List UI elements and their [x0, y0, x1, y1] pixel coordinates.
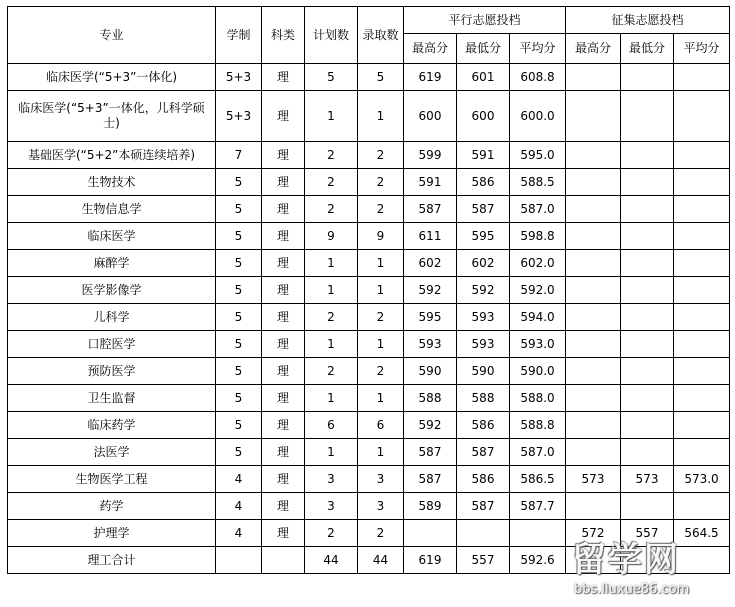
cell-category: 理	[262, 493, 305, 520]
header-parallel-min: 最低分	[457, 34, 510, 64]
cell-years: 5	[216, 358, 262, 385]
cell-category: 理	[262, 64, 305, 91]
cell-parallel-avg: 587.7	[510, 493, 566, 520]
cell-admitted: 1	[358, 385, 404, 412]
header-admitted: 录取数	[358, 7, 404, 64]
cell-admitted: 9	[358, 223, 404, 250]
header-parallel-avg: 平均分	[510, 34, 566, 64]
cell-collect-max	[566, 547, 621, 574]
cell-collect-max	[566, 91, 621, 142]
cell-plan: 2	[305, 358, 358, 385]
cell-parallel-avg: 587.0	[510, 439, 566, 466]
table-row	[8, 196, 730, 223]
cell-parallel-max: 592	[404, 277, 457, 304]
cell-parallel-min: 588	[457, 385, 510, 412]
cell-major: 生物信息学	[8, 196, 216, 223]
cell-category: 理	[262, 385, 305, 412]
cell-category: 理	[262, 169, 305, 196]
cell-collect-avg	[674, 412, 730, 439]
cell-years: 5	[216, 250, 262, 277]
cell-major: 医学影像学	[8, 277, 216, 304]
table-row	[8, 304, 730, 331]
cell-collect-min	[621, 142, 674, 169]
cell-collect-avg	[674, 142, 730, 169]
cell-admitted: 44	[358, 547, 404, 574]
cell-collect-max	[566, 250, 621, 277]
cell-plan: 3	[305, 493, 358, 520]
cell-major: 护理学	[8, 520, 216, 547]
cell-category	[262, 547, 305, 574]
cell-collect-max	[566, 142, 621, 169]
cell-years: 5	[216, 196, 262, 223]
cell-major: 药学	[8, 493, 216, 520]
cell-parallel-avg: 586.5	[510, 466, 566, 493]
cell-admitted: 3	[358, 493, 404, 520]
cell-category: 理	[262, 466, 305, 493]
cell-plan: 1	[305, 277, 358, 304]
cell-collect-max	[566, 196, 621, 223]
cell-collect-avg	[674, 91, 730, 142]
cell-category: 理	[262, 223, 305, 250]
header-collect-group: 征集志愿投档	[566, 7, 730, 34]
cell-category: 理	[262, 142, 305, 169]
header-collect-avg: 平均分	[674, 34, 730, 64]
cell-collect-avg: 573.0	[674, 466, 730, 493]
cell-years: 5	[216, 277, 262, 304]
cell-collect-max	[566, 412, 621, 439]
cell-parallel-min: 590	[457, 358, 510, 385]
cell-parallel-min: 593	[457, 304, 510, 331]
cell-parallel-max: 602	[404, 250, 457, 277]
cell-collect-avg	[674, 304, 730, 331]
cell-major: 儿科学	[8, 304, 216, 331]
cell-parallel-max	[404, 520, 457, 547]
cell-plan: 2	[305, 520, 358, 547]
cell-admitted: 2	[358, 358, 404, 385]
watermark-brand: 留学网	[572, 540, 680, 580]
cell-collect-max	[566, 493, 621, 520]
cell-admitted: 5	[358, 64, 404, 91]
cell-category: 理	[262, 304, 305, 331]
cell-parallel-max: 619	[404, 547, 457, 574]
cell-parallel-min: 587	[457, 196, 510, 223]
cell-collect-min	[621, 304, 674, 331]
cell-collect-max	[566, 304, 621, 331]
cell-years: 5	[216, 412, 262, 439]
cell-collect-max	[566, 169, 621, 196]
admission-score-table	[7, 6, 730, 574]
cell-plan: 1	[305, 439, 358, 466]
cell-parallel-max: 592	[404, 412, 457, 439]
cell-collect-min	[621, 64, 674, 91]
cell-collect-max	[566, 439, 621, 466]
cell-collect-min	[621, 547, 674, 574]
cell-admitted: 2	[358, 169, 404, 196]
cell-parallel-min: 591	[457, 142, 510, 169]
cell-parallel-avg: 600.0	[510, 91, 566, 142]
cell-plan: 9	[305, 223, 358, 250]
cell-collect-min	[621, 331, 674, 358]
table-row	[8, 91, 730, 142]
cell-plan: 1	[305, 331, 358, 358]
cell-parallel-avg: 602.0	[510, 250, 566, 277]
cell-parallel-avg: 588.5	[510, 169, 566, 196]
cell-collect-avg	[674, 331, 730, 358]
cell-admitted: 1	[358, 277, 404, 304]
cell-major: 生物技术	[8, 169, 216, 196]
cell-parallel-min: 557	[457, 547, 510, 574]
cell-collect-min	[621, 385, 674, 412]
header-collect-max: 最高分	[566, 34, 621, 64]
cell-parallel-min: 593	[457, 331, 510, 358]
cell-parallel-min: 602	[457, 250, 510, 277]
cell-parallel-min	[457, 520, 510, 547]
cell-collect-min	[621, 277, 674, 304]
cell-collect-avg	[674, 64, 730, 91]
cell-parallel-max: 595	[404, 304, 457, 331]
cell-category: 理	[262, 412, 305, 439]
table-row	[8, 250, 730, 277]
cell-major: 临床医学	[8, 223, 216, 250]
cell-collect-avg	[674, 250, 730, 277]
cell-plan: 2	[305, 142, 358, 169]
cell-parallel-avg: 590.0	[510, 358, 566, 385]
header-category: 科类	[262, 7, 305, 64]
cell-years	[216, 547, 262, 574]
cell-major: 临床药学	[8, 412, 216, 439]
cell-parallel-max: 619	[404, 64, 457, 91]
cell-parallel-max: 611	[404, 223, 457, 250]
cell-parallel-avg: 587.0	[510, 196, 566, 223]
cell-years: 5	[216, 439, 262, 466]
cell-plan: 3	[305, 466, 358, 493]
cell-collect-max: 572	[566, 520, 621, 547]
cell-plan: 5	[305, 64, 358, 91]
cell-collect-avg	[674, 169, 730, 196]
cell-collect-min	[621, 223, 674, 250]
cell-major: 生物医学工程	[8, 466, 216, 493]
cell-collect-max	[566, 385, 621, 412]
cell-parallel-max: 590	[404, 358, 457, 385]
cell-collect-min	[621, 493, 674, 520]
cell-years: 5	[216, 331, 262, 358]
cell-collect-min	[621, 358, 674, 385]
table-row	[8, 547, 730, 574]
cell-years: 7	[216, 142, 262, 169]
table-row	[8, 385, 730, 412]
cell-parallel-avg: 593.0	[510, 331, 566, 358]
cell-collect-min	[621, 91, 674, 142]
cell-category: 理	[262, 250, 305, 277]
header-parallel-max: 最高分	[404, 34, 457, 64]
cell-collect-min	[621, 169, 674, 196]
table-row	[8, 331, 730, 358]
cell-collect-max	[566, 277, 621, 304]
cell-parallel-avg: 608.8	[510, 64, 566, 91]
cell-plan: 2	[305, 304, 358, 331]
table-row	[8, 493, 730, 520]
cell-parallel-max: 588	[404, 385, 457, 412]
header-major: 专业	[8, 7, 216, 64]
cell-years: 4	[216, 466, 262, 493]
cell-parallel-max: 587	[404, 439, 457, 466]
cell-parallel-min: 586	[457, 412, 510, 439]
cell-years: 5	[216, 223, 262, 250]
cell-parallel-avg: 595.0	[510, 142, 566, 169]
cell-admitted: 3	[358, 466, 404, 493]
cell-years: 5	[216, 169, 262, 196]
cell-parallel-min: 586	[457, 169, 510, 196]
header-parallel-group: 平行志愿投档	[404, 7, 566, 34]
cell-parallel-max: 587	[404, 196, 457, 223]
cell-category: 理	[262, 520, 305, 547]
cell-parallel-max: 589	[404, 493, 457, 520]
cell-parallel-min: 587	[457, 439, 510, 466]
table-row	[8, 466, 730, 493]
cell-plan: 6	[305, 412, 358, 439]
cell-collect-avg	[674, 196, 730, 223]
cell-collect-min	[621, 412, 674, 439]
cell-major: 临床医学(“5+3”一体化)	[8, 64, 216, 91]
cell-major: 预防医学	[8, 358, 216, 385]
header-row-group	[8, 7, 730, 34]
cell-major: 卫生监督	[8, 385, 216, 412]
cell-plan: 2	[305, 196, 358, 223]
header-plan: 计划数	[305, 7, 358, 64]
cell-parallel-avg: 594.0	[510, 304, 566, 331]
cell-collect-avg	[674, 547, 730, 574]
cell-category: 理	[262, 358, 305, 385]
cell-admitted: 6	[358, 412, 404, 439]
table-row	[8, 358, 730, 385]
cell-major: 法医学	[8, 439, 216, 466]
cell-parallel-avg: 598.8	[510, 223, 566, 250]
cell-plan: 44	[305, 547, 358, 574]
cell-plan: 1	[305, 385, 358, 412]
cell-collect-min	[621, 196, 674, 223]
cell-collect-max	[566, 64, 621, 91]
cell-collect-avg: 564.5	[674, 520, 730, 547]
cell-parallel-avg: 592.6	[510, 547, 566, 574]
cell-admitted: 1	[358, 250, 404, 277]
cell-collect-min: 573	[621, 466, 674, 493]
cell-parallel-avg: 588.0	[510, 385, 566, 412]
cell-admitted: 1	[358, 439, 404, 466]
table-row	[8, 142, 730, 169]
cell-parallel-max: 599	[404, 142, 457, 169]
cell-category: 理	[262, 439, 305, 466]
cell-parallel-max: 600	[404, 91, 457, 142]
cell-years: 5+3	[216, 91, 262, 142]
cell-admitted: 2	[358, 142, 404, 169]
cell-major: 理工合计	[8, 547, 216, 574]
cell-major: 基础医学(“5+2”本硕连续培养)	[8, 142, 216, 169]
cell-years: 5	[216, 385, 262, 412]
cell-collect-max	[566, 223, 621, 250]
header-collect-min: 最低分	[621, 34, 674, 64]
cell-collect-min	[621, 250, 674, 277]
cell-admitted: 2	[358, 304, 404, 331]
cell-category: 理	[262, 91, 305, 142]
table-row	[8, 412, 730, 439]
cell-parallel-max: 591	[404, 169, 457, 196]
cell-parallel-max: 593	[404, 331, 457, 358]
table-row	[8, 520, 730, 547]
table-row	[8, 169, 730, 196]
cell-collect-min: 557	[621, 520, 674, 547]
cell-collect-max	[566, 331, 621, 358]
cell-major: 口腔医学	[8, 331, 216, 358]
cell-collect-max: 573	[566, 466, 621, 493]
table-row	[8, 439, 730, 466]
cell-parallel-min: 587	[457, 493, 510, 520]
watermark-url: bbs.liuxue86.com	[574, 582, 690, 597]
cell-parallel-min: 600	[457, 91, 510, 142]
cell-collect-avg	[674, 358, 730, 385]
cell-admitted: 2	[358, 520, 404, 547]
cell-category: 理	[262, 277, 305, 304]
cell-parallel-avg	[510, 520, 566, 547]
cell-parallel-avg: 588.8	[510, 412, 566, 439]
cell-major: 临床医学(“5+3”一体化，儿科学硕士)	[8, 91, 216, 142]
cell-collect-avg	[674, 385, 730, 412]
cell-admitted: 1	[358, 91, 404, 142]
cell-admitted: 2	[358, 196, 404, 223]
table-row	[8, 223, 730, 250]
cell-years: 4	[216, 493, 262, 520]
cell-parallel-avg: 592.0	[510, 277, 566, 304]
cell-collect-avg	[674, 493, 730, 520]
cell-major: 麻醉学	[8, 250, 216, 277]
cell-parallel-min: 601	[457, 64, 510, 91]
cell-collect-min	[621, 439, 674, 466]
header-years: 学制	[216, 7, 262, 64]
cell-category: 理	[262, 331, 305, 358]
cell-parallel-min: 595	[457, 223, 510, 250]
cell-years: 5+3	[216, 64, 262, 91]
cell-collect-max	[566, 358, 621, 385]
cell-plan: 2	[305, 169, 358, 196]
cell-category: 理	[262, 196, 305, 223]
cell-parallel-max: 587	[404, 466, 457, 493]
cell-plan: 1	[305, 250, 358, 277]
cell-collect-avg	[674, 439, 730, 466]
table-row	[8, 277, 730, 304]
cell-parallel-min: 592	[457, 277, 510, 304]
cell-years: 5	[216, 304, 262, 331]
cell-collect-avg	[674, 223, 730, 250]
table-row	[8, 64, 730, 91]
cell-admitted: 1	[358, 331, 404, 358]
cell-parallel-min: 586	[457, 466, 510, 493]
cell-plan: 1	[305, 91, 358, 142]
cell-collect-avg	[674, 277, 730, 304]
cell-years: 4	[216, 520, 262, 547]
